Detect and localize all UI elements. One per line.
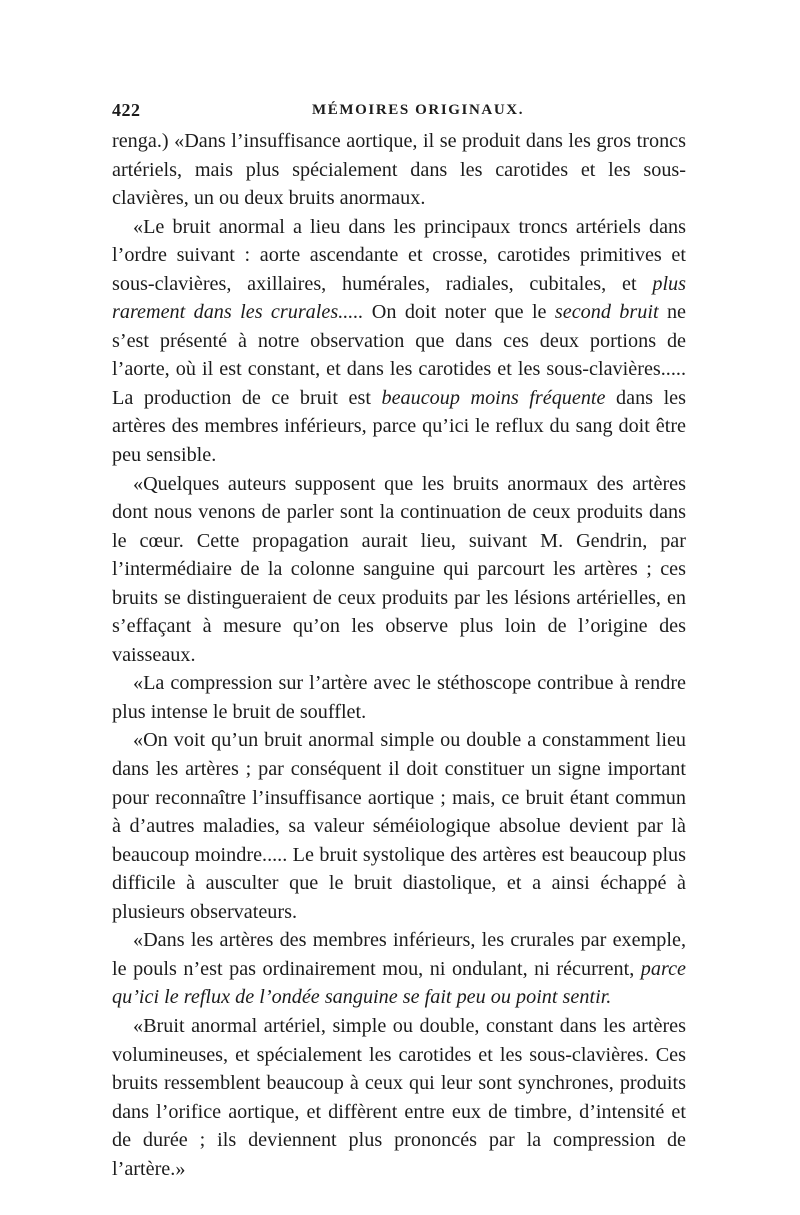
paragraph	[112, 470, 686, 670]
paragraph	[112, 726, 686, 926]
text-segment: «Dans les artères des membres inférieurs, les crurales par exemple, le pouls n’est pas ordinairement mou, ni ondulant, ni récurrent,	[112, 929, 686, 980]
italic-text-segment: beaucoup moins fréquente	[381, 386, 606, 409]
text-segment: renga.) «Dans l’insuffisance aortique, il se produit dans les gros troncs artériels, mais plus spécialement dans les carotides et les sous-clavières, un ou deux bruits anormaux.	[112, 130, 686, 210]
text-segment: «Quelques auteurs supposent que les bruits anormaux des artères dont nous venons de parler sont la continuation de ceux produits dans le cœur. Cette propagation aurait lieu, suivant M. Gendrin, par l’intermédiaire de la colonne sanguine qui parcourt les artères ; ces bruits se distingueraient de ceux produits par les lésions artérielles, en s’effaçant à mesure qu’on les observe plus loin de l’origine des vaisseaux.	[112, 472, 686, 666]
text-segment: ne s’est présenté à notre observation que dans ces deux portions de l’aorte, où il est constant, et dans les carotides et les sous-clavières..... La production de ce bruit est	[112, 301, 686, 409]
italic-text-segment: parce qu’ici le reflux de l’ondée sanguine se fait peu ou point sentir.	[112, 957, 686, 1009]
book-page	[112, 98, 686, 1183]
text-segment: «Bruit anormal artériel, simple ou double, constant dans les artères volumineuses, et spécialement les carotides et les sous-clavières. Ces bruits ressemblent beaucoup à ceux qui leur sont synchrones, produits dans l’orifice aortique, et diffèrent entre eux de timbre, d’intensité et de durée ; ils deviennent plus prononcés par la compression de l’artère.»	[112, 1014, 686, 1180]
text-segment: «Le bruit anormal a lieu dans les principaux troncs artériels dans l’ordre suivant : aorte ascendante et crosse, carotides primitives et sous-clavières, axillaires, humérales, radiales, cubitales, et	[112, 215, 686, 295]
body-text	[112, 127, 686, 1183]
running-title: MÉMOIRES ORIGINAUX.	[312, 102, 525, 118]
paragraph	[112, 669, 686, 726]
paragraph	[112, 1012, 686, 1183]
text-segment: dans les artères des membres inférieurs, parce qu’ici le reflux du sang doit être peu sensible.	[112, 386, 686, 467]
paragraph	[112, 926, 686, 1012]
italic-text-segment: plus rarement dans les crurales.....	[112, 272, 686, 324]
italic-text-segment: second bruit	[554, 301, 659, 324]
page-number: 422	[112, 100, 141, 120]
text-segment: «On voit qu’un bruit anormal simple ou double a constamment lieu dans les artères ; par conséquent il doit constituer un signe important pour reconnaître l’insuffisance aortique ; mais, ce bruit étant commun à d’autres maladies, sa valeur séméiologique absolue devient par là beaucoup moindre..... Le bruit systolique des artères est beaucoup plus difficile à ausculter que le bruit diastolique, et a ainsi échappé à plusieurs observateurs.	[112, 729, 686, 923]
text-segment: On doit noter que le	[363, 301, 555, 324]
running-header	[112, 98, 686, 122]
text-segment: «La compression sur l’artère avec le stéthoscope contribue à rendre plus intense le bruit de soufflet.	[112, 672, 686, 723]
paragraph	[112, 213, 686, 470]
paragraph	[112, 127, 686, 213]
